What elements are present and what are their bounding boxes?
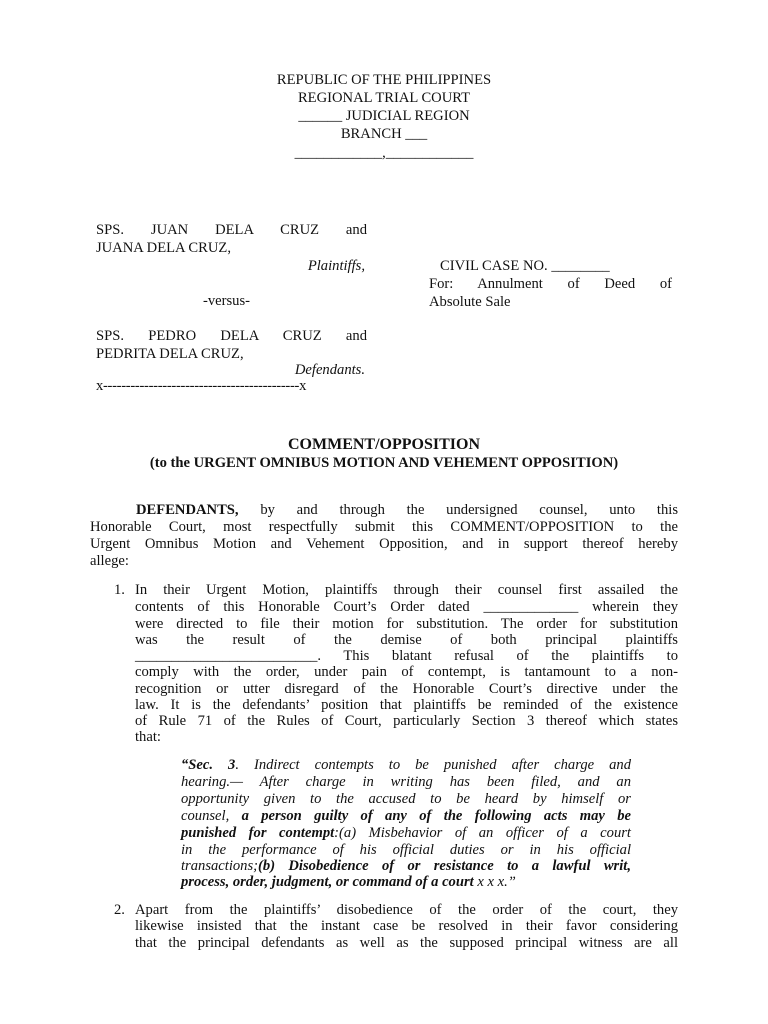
intro-lead: DEFENDANTS,: [136, 502, 239, 518]
item1-line-5: _________________________. This blatant refusal of the plaintiffs to: [135, 648, 678, 664]
defendants-role: Defendants.: [294, 362, 365, 378]
quote-line-7-bold: (b) Disobedience of or resistance to a lawful writ,: [258, 858, 631, 874]
quote-section-label: “Sec. 3: [181, 757, 236, 773]
quote-line-5-rest: :(a) Misbehavior of an officer of a court: [334, 825, 631, 841]
caption-divider: x-------------------------------------------x: [96, 378, 307, 394]
quote-line-2: hearing.— After charge in writing has been filed, and an: [181, 774, 631, 790]
intro-line-4: allege:: [90, 553, 129, 569]
header-court: REGIONAL TRIAL COURT: [297, 90, 471, 106]
quote-line-6: in the performance of his official duties or in his official: [181, 842, 631, 858]
defendants-name-line2: PEDRITA DELA CRUZ,: [96, 346, 244, 362]
quote-line-8-bold: process, order, judgment, or command of a court: [181, 874, 474, 890]
versus-label: -versus-: [203, 293, 251, 309]
header-republic: REPUBLIC OF THE PHILIPPINES: [276, 72, 492, 88]
quote-line-1: [181, 757, 631, 774]
item2-number: 2.: [114, 902, 125, 918]
header-branch: BRANCH ___: [340, 126, 428, 142]
quote-line-4-plain: counsel,: [181, 808, 242, 824]
quote-line-3: opportunity given to the accused to be heard by himself or: [181, 791, 631, 807]
plaintiffs-role: Plaintiffs,: [307, 258, 365, 274]
intro-line-3: Urgent Omnibus Motion and Vehement Opposition, and in support thereof hereby: [90, 536, 678, 552]
item1-number: 1.: [114, 582, 125, 598]
item1-line-3: were directed to file their motion for substitution. The order for substitution: [135, 616, 678, 632]
quote-line-8-rest: x x x.”: [473, 874, 516, 890]
quote-line-8: [181, 874, 516, 891]
intro-line-1-rest: by and through the undersigned counsel, unto this: [238, 502, 678, 518]
item2-line-2: likewise insisted that the instant case be resolved in their favor considering: [135, 918, 678, 934]
civil-case-no: CIVIL CASE NO. ________: [440, 258, 610, 274]
item1-line-8: law. It is the defendants’ position that plaintiffs be reminded of the existence: [135, 697, 678, 713]
item1-line-6: comply with the order, under pain of contempt, is tantamount to a non-: [135, 664, 678, 680]
quote-line-1-rest: . Indirect contempts to be punished after charge and: [235, 757, 631, 773]
document-title: COMMENT/OPPOSITION: [287, 436, 480, 453]
intro-line-2: Honorable Court, most respectfully submit this COMMENT/OPPOSITION to the: [90, 519, 678, 535]
case-subject-line1: For: Annulment of Deed of: [429, 276, 672, 292]
quote-line-7: [181, 858, 631, 875]
case-subject-line2: Absolute Sale: [429, 294, 511, 310]
item2-line-1: Apart from the plaintiffs’ disobedience of the order of the court, they: [135, 902, 678, 918]
intro-line-1: [136, 502, 678, 519]
item1-line-10: that:: [135, 729, 161, 745]
header-region: ______ JUDICIAL REGION: [298, 108, 470, 124]
item1-line-2: contents of this Honorable Court’s Order dated _____________ wherein they: [135, 599, 678, 615]
quote-line-5-bold: punished for contempt: [181, 825, 335, 841]
quote-line-4: [181, 808, 631, 825]
quote-line-5: [181, 825, 631, 842]
item1-line-9: of Rule 71 of the Rules of Court, particularly Section 3 thereof which states: [135, 713, 678, 729]
quote-line-7-plain: transactions;: [181, 858, 259, 874]
quote-line-4-bold: a person guilty of any of the following acts may be: [241, 808, 631, 824]
item1-line-7: recognition or utter disregard of the Honorable Court’s directive under the: [135, 681, 678, 697]
item1-line-4: was the result of the demise of both principal plaintiffs: [135, 632, 678, 648]
document-subtitle: (to the URGENT OMNIBUS MOTION AND VEHEMENT OPPOSITION): [149, 455, 619, 471]
plaintiffs-name-line1: SPS. JUAN DELA CRUZ and: [96, 222, 367, 238]
header-place: ____________,____________: [294, 145, 474, 161]
item1-line-1: In their Urgent Motion, plaintiffs through their counsel first assailed the: [135, 582, 678, 598]
plaintiffs-name-line2: JUANA DELA CRUZ,: [96, 240, 231, 256]
defendants-name-line1: SPS. PEDRO DELA CRUZ and: [96, 328, 367, 344]
item2-line-3: that the principal defendants as well as the supposed principal witness are all: [135, 935, 678, 951]
